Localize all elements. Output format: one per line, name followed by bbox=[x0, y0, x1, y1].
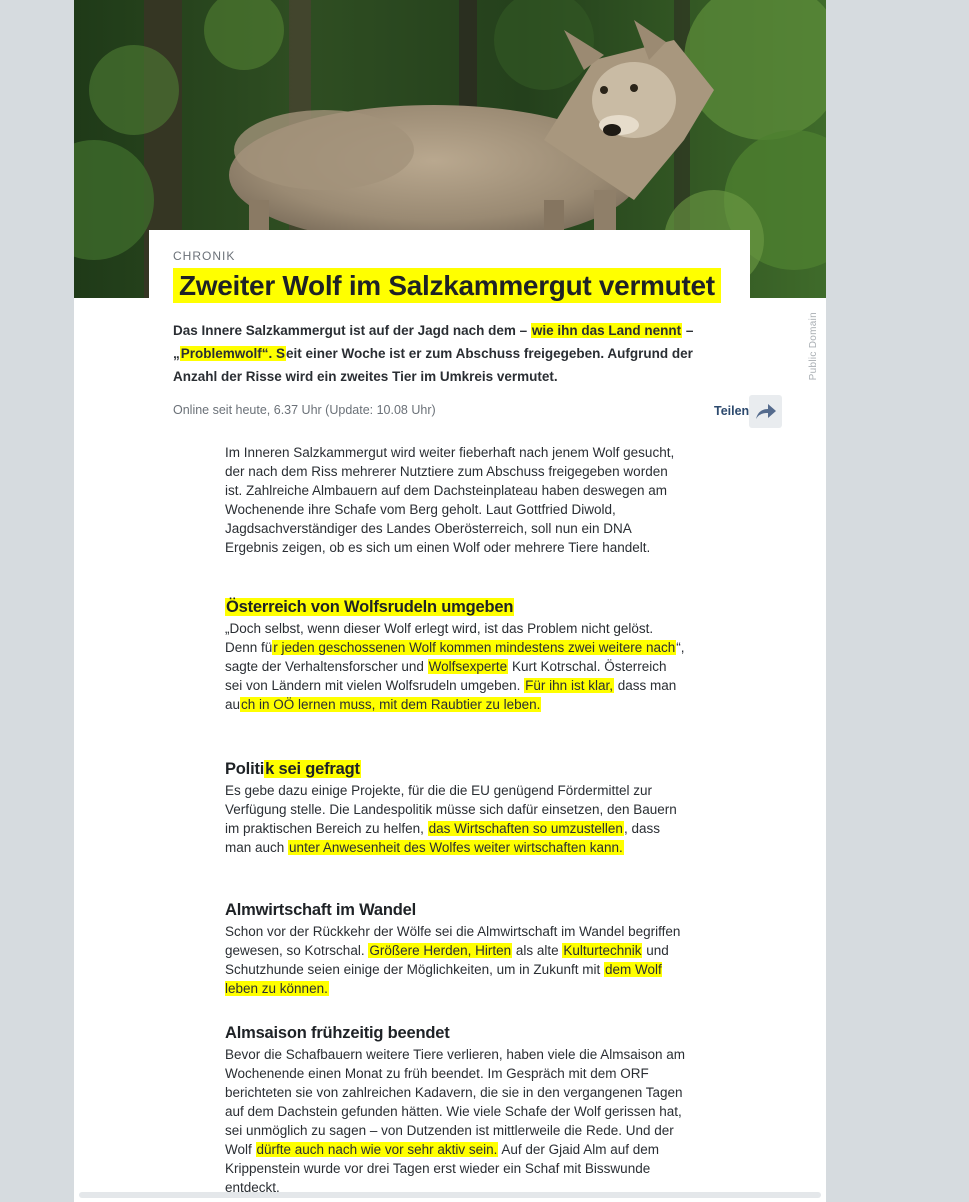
highlight: dem Wolf leben zu können. bbox=[225, 962, 662, 996]
section-heading: Almwirtschaft im Wandel bbox=[225, 901, 416, 919]
section-heading bbox=[225, 757, 685, 781]
paragraph-text: Kurt Kotrschal. Österreich sei von Ländern mit vielen Wolfsrudeln umgeben. bbox=[225, 659, 667, 693]
highlight: das Wirtschaften so umzustellen bbox=[428, 821, 623, 836]
paragraph-text: als alte bbox=[512, 943, 563, 958]
highlight: k sei gefragt bbox=[265, 760, 360, 778]
share-label[interactable]: Teilen bbox=[714, 404, 750, 418]
highlight: unter Anwesenheit des Wolfes weiter wirtschaften kann. bbox=[289, 840, 623, 855]
highlight: Kulturtechnik bbox=[563, 943, 642, 958]
article-category[interactable]: CHRONIK bbox=[173, 249, 236, 263]
paragraph-text: , dass man auch bbox=[225, 821, 660, 855]
lead-text: – „ bbox=[173, 323, 694, 361]
lead-text: Das Innere Salzkammergut ist auf der Jagd nach dem – bbox=[173, 323, 531, 338]
section-paragraph bbox=[225, 922, 685, 998]
highlight: wie ihn das Land nennt bbox=[531, 323, 682, 338]
heading-text: Politi bbox=[225, 760, 265, 778]
intro-paragraph: Im Inneren Salzkammergut wird weiter fieberhaft nach jenem Wolf gesucht, der nach dem Riss mehrerer Nutztiere zum Abschuss freigegeben worden ist. Zahlreiche Almbauern auf dem Dachsteinplateau haben deswegen am Wochenende ihre Schafe vom Berg geholt. Laut Gottfried Diwold, Jagdsachverständiger des Landes Oberösterreich, soll nun ein DNA Ergebnis zeigen, ob es sich um einen Wolf oder mehrere Tiere handelt. bbox=[225, 445, 675, 555]
highlight: Für ihn ist klar, bbox=[525, 678, 613, 693]
paragraph-text: Auf der Gjaid Alm auf dem Krippenstein wurde vor drei Tagen erst wieder ein Schaf mit Bisswunde entdeckt. bbox=[225, 1142, 659, 1195]
section-paragraph bbox=[225, 619, 685, 714]
highlight: ch in OÖ lernen muss, mit dem Raubtier zu leben. bbox=[241, 697, 541, 712]
lead-text: eit einer Woche ist er zum Abschuss freigegeben. Aufgrund der Anzahl der Risse wird ein zweites Tier im Umkreis vermutet. bbox=[173, 346, 693, 384]
section-almwirtschaft bbox=[225, 898, 685, 998]
highlight: Österreich von Wolfsrudeln umgeben bbox=[226, 598, 514, 616]
image-credit: Public Domain bbox=[808, 312, 819, 381]
section-heading bbox=[225, 595, 685, 619]
share-arrow-icon bbox=[755, 403, 777, 421]
paragraph-text: und Schutzhunde seien einige der Möglichkeiten, um in Zukunft mit bbox=[225, 943, 669, 977]
share-button[interactable] bbox=[749, 395, 782, 428]
highlight: Zweiter Wolf im Salzkammergut vermutet bbox=[173, 268, 721, 303]
paragraph-text: “, sagte der Verhaltensforscher und bbox=[225, 640, 685, 674]
highlight: r jeden geschossenen Wolf kommen mindestens zwei weitere nach bbox=[273, 640, 676, 655]
publish-timestamp: Online seit heute, 6.37 Uhr (Update: 10.08 Uhr) bbox=[173, 403, 436, 417]
paragraph-text: Bevor die Schafbauern weitere Tiere verlieren, haben viele die Almsaison am Wochenende einen Monat zu früh beendet. Im Gespräch mit dem ORF berichteten sie von zahlreichen Kadavern, die sie in den vergangenen Tagen auf dem Dachstein gefunden hätten. Wie viele Schafe der Wolf gerissen hat, sei unmöglich zu sagen – von Dutzenden ist mittlerweile die Rede. Und der Wolf bbox=[225, 1047, 686, 1157]
paragraph-text: „Doch selbst, wenn dieser Wolf erlegt wird, ist das Problem nicht gelöst. Denn fü bbox=[225, 621, 654, 655]
intro-section bbox=[225, 443, 685, 557]
highlight: Problemwolf“. S bbox=[180, 346, 286, 361]
section-heading: Almsaison frühzeitig beendet bbox=[225, 1024, 450, 1042]
section-wolfsrudel bbox=[225, 595, 685, 714]
section-paragraph bbox=[225, 781, 685, 857]
highlight: Größere Herden, Hirten bbox=[369, 943, 512, 958]
section-paragraph bbox=[225, 1045, 685, 1197]
paragraph-text: Schon vor der Rückkehr der Wölfe sei die Almwirtschaft im Wandel begriffen gewesen, so Kotrschal. bbox=[225, 924, 681, 958]
section-almsaison bbox=[225, 1021, 685, 1197]
article-lead bbox=[173, 319, 733, 388]
section-politik bbox=[225, 757, 685, 857]
article-title bbox=[173, 270, 721, 302]
highlight: Wolfsexperte bbox=[428, 659, 508, 674]
highlight: dürfte auch nach wie vor sehr aktiv sein. bbox=[256, 1142, 498, 1157]
paragraph-text: Es gebe dazu einige Projekte, für die die EU genügend Fördermittel zur Verfügung stelle. Die Landespolitik müsse sich dafür einsetzen, den Bauern im praktischen Bereich zu helfen, bbox=[225, 783, 677, 836]
paragraph-text: dass man au bbox=[225, 678, 677, 712]
